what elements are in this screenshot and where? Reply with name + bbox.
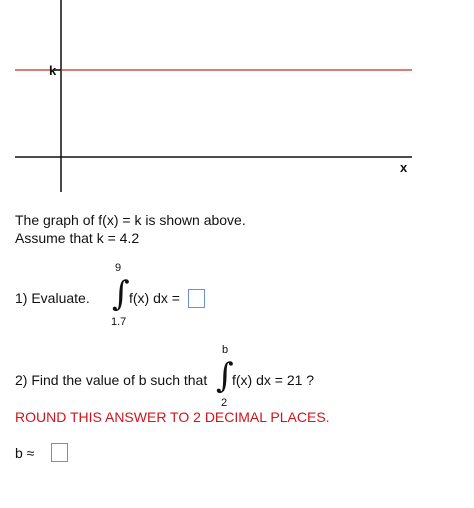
b-approx-label: b ≈ (15, 445, 35, 461)
q2-upper-limit: b (222, 344, 229, 356)
q2-integral-sign: ∫ (216, 356, 234, 396)
intro-graph-text: The graph of f(x) = k is shown above. (15, 212, 246, 228)
q2-answer-input[interactable] (51, 443, 68, 462)
q1-integrand: f(x) dx = (129, 290, 180, 306)
q1-prompt: 1) Evaluate. (15, 290, 90, 306)
rounding-instruction: ROUND THIS ANSWER TO 2 DECIMAL PLACES. (15, 409, 330, 425)
k-axis-label: k (49, 63, 57, 78)
q1-upper-limit: 9 (115, 262, 122, 274)
q2-prompt: 2) Find the value of b such that (15, 372, 208, 388)
q1-integral-sign: ∫ (112, 274, 130, 314)
q2-integrand: f(x) dx = 21 ? (232, 372, 315, 388)
q2-lower-limit: 2 (221, 397, 228, 409)
q1-lower-limit: 1.7 (111, 316, 127, 328)
intro-k-value-text: Assume that k = 4.2 (15, 230, 140, 246)
x-axis-label: x (400, 160, 408, 175)
q1-answer-input[interactable] (188, 289, 205, 308)
constant-function-graph (0, 0, 474, 200)
